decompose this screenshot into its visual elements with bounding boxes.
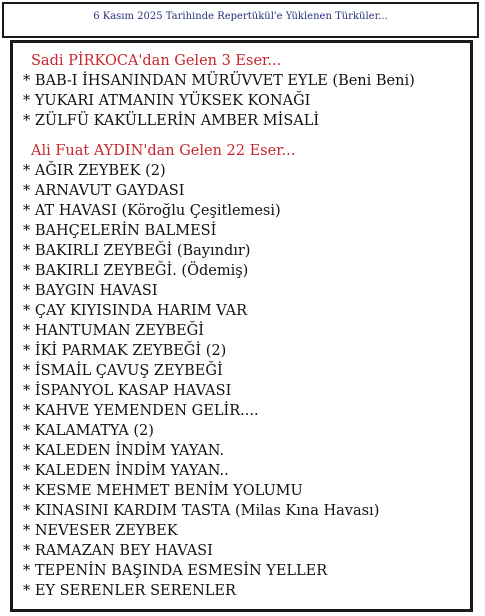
list-item: * RAMAZAN BEY HAVASI bbox=[23, 543, 213, 559]
list-item: * İKİ PARMAK ZEYBEĞİ (2) bbox=[23, 343, 227, 359]
list-item: * ZÜLFÜ KAKÜLLERİN AMBER MİSALİ bbox=[23, 113, 320, 129]
list-item: * ARNAVUT GAYDASI bbox=[23, 183, 185, 199]
list-item: * ÇAY KIYISINDA HARIM VAR bbox=[23, 303, 248, 319]
section-heading-ali-fuat-aydin: Ali Fuat AYDIN'dan Gelen 22 Eser... bbox=[31, 143, 296, 159]
list-item: * KESME MEHMET BENİM YOLUMU bbox=[23, 483, 303, 499]
song-list-panel bbox=[10, 40, 473, 612]
list-item: * İSPANYOL KASAP HAVASI bbox=[23, 383, 232, 399]
list-item: * KALEDEN İNDİM YAYAN. bbox=[23, 443, 225, 459]
list-item: * AĞIR ZEYBEK (2) bbox=[23, 163, 166, 179]
list-item: * YUKARI ATMANIN YÜKSEK KONAĞI bbox=[23, 93, 311, 109]
list-item: * BAB-I İHSANINDAN MÜRÜVVET EYLE (Beni Beni) bbox=[23, 73, 415, 89]
list-item: * HANTUMAN ZEYBEĞİ bbox=[23, 323, 204, 339]
list-item: * EY SERENLER SERENLER bbox=[23, 583, 236, 599]
list-item: * BAKIRLI ZEYBEĞİ (Bayındır) bbox=[23, 243, 251, 259]
page-title: 6 Kasım 2025 Tarihinde Repertükül'e Yüklenen Türküler... bbox=[93, 11, 388, 22]
list-item: * KAHVE YEMENDEN GELİR.... bbox=[23, 403, 259, 419]
list-item: * İSMAİL ÇAVUŞ ZEYBEĞİ bbox=[23, 363, 223, 379]
list-item: * NEVESER ZEYBEK bbox=[23, 523, 178, 539]
list-item: * BAKIRLI ZEYBEĞİ. (Ödemiş) bbox=[23, 263, 249, 279]
list-item: * KALEDEN İNDİM YAYAN.. bbox=[23, 463, 229, 479]
list-item: * KINASINI KARDIM TASTA (Milas Kına Havası) bbox=[23, 503, 380, 519]
list-item: * BAYGIN HAVASI bbox=[23, 283, 158, 299]
list-item: * TEPENİN BAŞINDA ESMESİN YELLER bbox=[23, 563, 328, 579]
header-banner bbox=[2, 2, 479, 38]
list-item: * KALAMATYA (2) bbox=[23, 423, 154, 439]
list-item: * AT HAVASI (Köroğlu Çeşitlemesi) bbox=[23, 203, 281, 219]
section-heading-sadi-pirkoca: Sadi PİRKOCA'dan Gelen 3 Eser... bbox=[31, 53, 282, 69]
list-item: * BAHÇELERİN BALMESİ bbox=[23, 223, 217, 239]
